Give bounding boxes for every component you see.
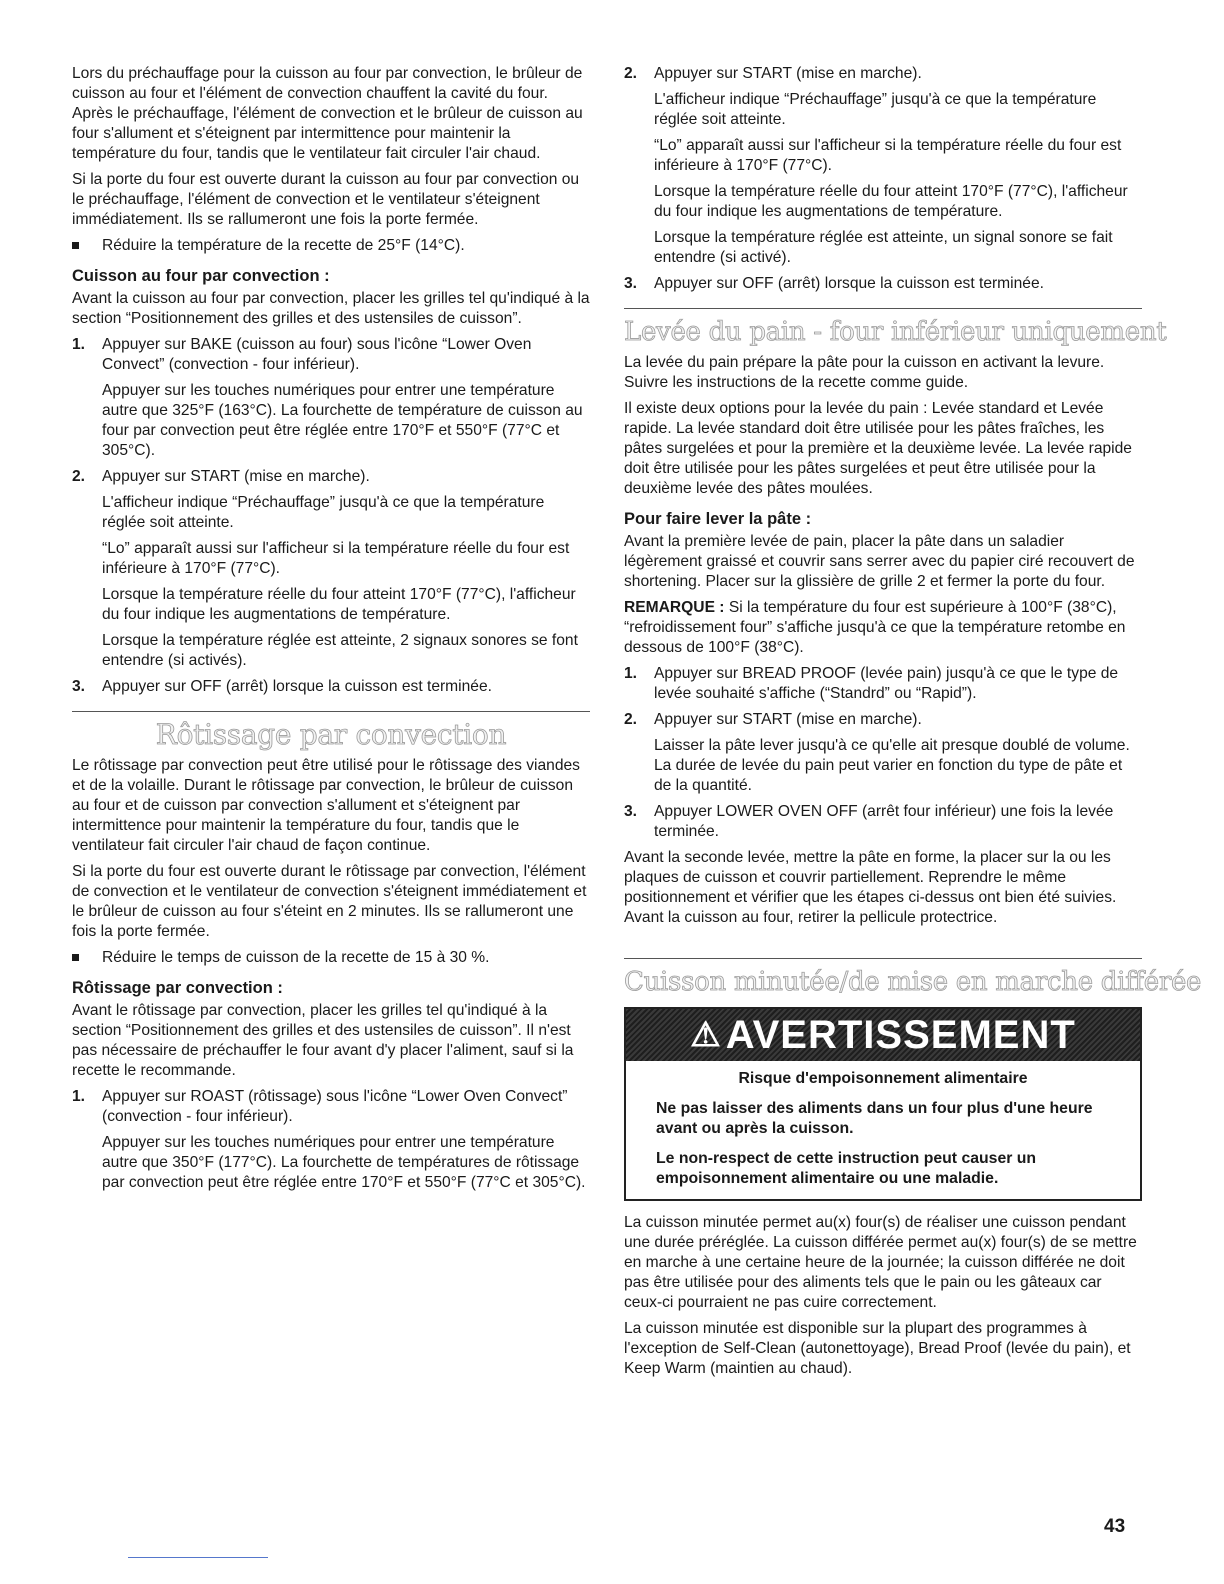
bullet-square-icon — [72, 954, 79, 961]
section-title-convect-roast: Rôtissage par convection — [155, 718, 507, 751]
remark: REMARQUE : Si la température du four est supérieure à 100°F (38°C), “refroidissement four” s'affiche jusqu'à ce que la température retombe en dessous de 100°F (38°C). — [624, 599, 1126, 656]
step-1: 1. Appuyer sur BAKE (cuisson au four) sous l'icône “Lower Oven Convect” (convection - four inférieur). — [72, 336, 532, 373]
remark-label: REMARQUE : — [624, 599, 725, 616]
bread-options-paragraph: Il existe deux options pour la levée du pain : Levée standard et Levée rapide. La levée standard doit être utilisée pour les pâtes fraîches, les pâtes surgelées et pour la première et la deuxième levée. La levée rapide doit être utilisée pour les pâtes surgelées et peut être utilisée pour la deuxième levée des pâtes moulées. — [624, 400, 1132, 497]
section-divider — [72, 711, 590, 712]
step-2-detail: Lorsque la température réglée est atteinte, 2 signaux sonores se font entendre (si activés). — [102, 632, 578, 669]
roast-paragraph: Le rôtissage par convection peut être utilisé pour le rôtissage des viandes et de la volaille. Durant le rôtissage par convection, le brûleur de cuisson au four et de cuisson par convection s'allument et s'éteignent par intermittence pour maintenir la température du four, tandis que le ventilateur fait circuler l'air chaud de façon continue. — [72, 757, 580, 854]
convect-bake-intro: Avant la cuisson au four par convection, placer les grilles tel qu'indiqué à la section “Positionnement des grilles et des ustensiles de cuisson”. — [72, 290, 590, 327]
step-2-detail: “Lo” apparaît aussi sur l'afficheur si la température réelle du four est inférieure à 170°F (77°C). — [102, 540, 570, 577]
proof-step-2-detail: Laisser la pâte lever jusqu'à ce qu'elle ait presque doublé de volume. La durée de levée du pain peut varier en fonction du type de pâte et de la quantité. — [654, 737, 1130, 794]
bread-paragraph: La levée du pain prépare la pâte pour la cuisson en activant la levure. Suivre les instructions de la recette comme guide. — [624, 354, 1105, 391]
warning-triangle-icon: ⚠ — [690, 1016, 722, 1054]
step-3: 3. Appuyer sur OFF (arrêt) lorsque la cuisson est terminée. — [624, 275, 1044, 292]
bullet-square-icon — [72, 242, 79, 249]
bullet-item: Réduire la température de la recette de 25°F (14°C). — [72, 236, 590, 256]
section-title-timed-cook: Cuisson minutée/de mise en marche différée — [624, 967, 1202, 997]
roast-door-paragraph: Si la porte du four est ouverte durant le rôtissage par convection, l'élément de convection et le ventilateur de convection s'éteignent immédiatement et le brûleur de cuisson au four s'éteint en 2 minutes. Ils se rallumeront une fois la porte fermée. — [72, 863, 587, 940]
step-2: 2. Appuyer sur START (mise en marche). — [72, 468, 370, 485]
warning-box — [624, 1007, 1142, 1201]
roast-step-1-detail: Appuyer sur les touches numériques pour entrer une température autre que 350°F (177°C). La fourchette de températures de rôtissage par convection peut être réglée entre 170°F et 550°F (77°C et 305°C). — [102, 1134, 586, 1191]
step-2-detail: “Lo” apparaît aussi sur l'afficheur si la température réelle du four est inférieure à 170°F (77°C). — [654, 137, 1122, 174]
warning-instruction: Ne pas laisser des aliments dans un four plus d'une heure avant ou après la cuisson. — [656, 1100, 1093, 1137]
warning-body — [626, 1061, 1140, 1199]
section-divider — [624, 958, 1142, 959]
proof-step-2: 2. Appuyer sur START (mise en marche). — [624, 711, 922, 728]
bullet-item: Réduire le temps de cuisson de la recette de 15 à 30 %. — [72, 948, 590, 968]
section-divider — [624, 308, 1142, 309]
convect-roast-intro: Avant le rôtissage par convection, placer les grilles tel qu'indiqué à la section “Positionnement des grilles et des ustensiles de cuisson”. Il n'est pas nécessaire de préchauffer le four avant d'y placer l'aliment, sauf si la recette le recommande. — [72, 1002, 574, 1079]
step-2: 2. Appuyer sur START (mise en marche). — [624, 65, 922, 82]
step-2-detail: Lorsque la température réglée est atteinte, un signal sonore se fait entendre (si activé). — [654, 229, 1113, 266]
intro-paragraph: Lors du préchauffage pour la cuisson au four par convection, le brûleur de cuisson au four et l'élément de convection chauffent la cavité du four. Après le préchauffage, l'élément de convection et le brûleur de cuisson au four s'allument et s'éteignent par intermittence pour maintenir la température du four, tandis que le ventilateur fait circuler l'air chaud. — [72, 65, 583, 162]
warning-header: ⚠ AVERTISSEMENT — [626, 1009, 1140, 1061]
subheading-convect-bake: Cuisson au four par convection : — [72, 267, 330, 285]
timed-paragraph: La cuisson minutée permet au(x) four(s) de réaliser une cuisson pendant une durée préréglée. La cuisson différée permet au(x) four(s) de se mettre en marche à une certaine heure de la journée; la cuisson différée ne doit pas être utilisée pour des aliments tels que le pain ou les gâteaux car ceux-ci pourraient ne pas cuire correctement. — [624, 1214, 1137, 1311]
section-title-bread-proof: Levée du pain - four inférieur uniquement — [624, 317, 1167, 347]
step-2-detail: Lorsque la température réelle du four atteint 170°F (77°C), l'afficheur du four indique les augmentations de température. — [102, 586, 576, 623]
right-column — [624, 64, 1202, 1385]
step-3: 3. Appuyer sur OFF (arrêt) lorsque la cuisson est terminée. — [72, 678, 492, 695]
page-number: 43 — [1104, 1516, 1126, 1537]
door-open-paragraph: Si la porte du four est ouverte durant la cuisson au four par convection ou le préchauffage, l'élément de convection et le ventilateur s'éteignent immédiatement. Ils se rallumeront une fois la porte fermée. — [72, 171, 580, 228]
warning-consequence: Le non-respect de cette instruction peut causer un empoisonnement alimentaire ou une maladie. — [656, 1150, 1037, 1187]
warning-title: Risque d'empoisonnement alimentaire — [738, 1070, 1028, 1087]
proof-intro: Avant la première levée de pain, placer la pâte dans un saladier légèrement graissé et couvrir sans serrer avec du papier ciré recouvert de shortening. Placer sur la glissière de grille 2 et fermer la porte du four. — [624, 533, 1135, 590]
left-column — [72, 64, 590, 1199]
step-2-detail: L'afficheur indique “Préchauffage” jusqu'à ce que la température réglée soit atteinte. — [654, 91, 1097, 128]
subheading-convect-roast: Rôtissage par convection : — [72, 979, 283, 997]
proof-step-1: 1. Appuyer sur BREAD PROOF (levée pain) jusqu'à ce que le type de levée souhaité s'affiche (“Standrd” ou “Rapid”). — [624, 665, 1119, 702]
subheading-proof-dough: Pour faire lever la pâte : — [624, 510, 812, 528]
second-proof-paragraph: Avant la seconde levée, mettre la pâte en forme, la placer sur la ou les plaques de cuisson et couvrir partiellement. Reprendre le même positionnement et vérifier que les étapes ci-dessus ont bien été suivies. Avant la cuisson au four, retirer la pellicule protectrice. — [624, 849, 1117, 926]
footer-line — [128, 1557, 268, 1558]
step-2-detail: Lorsque la température réelle du four atteint 170°F (77°C), l'afficheur du four indique les augmentations de température. — [654, 183, 1128, 220]
proof-step-3: 3. Appuyer LOWER OVEN OFF (arrêt four inférieur) une fois la levée terminée. — [624, 803, 1114, 840]
timed-availability-paragraph: La cuisson minutée est disponible sur la plupart des programmes à l'exception de Self-Clean (autonettoyage), Bread Proof (levée du pain), et Keep Warm (maintien au chaud). — [624, 1320, 1131, 1377]
step-2-detail: L'afficheur indique “Préchauffage” jusqu'à ce que la température réglée soit atteinte. — [102, 494, 545, 531]
roast-step-1: 1. Appuyer sur ROAST (rôtissage) sous l'icône “Lower Oven Convect” (convection - four inférieur). — [72, 1088, 568, 1125]
step-1-detail: Appuyer sur les touches numériques pour entrer une température autre que 325°F (163°C). La fourchette de température de cuisson au four par convection peut être réglée entre 170°F et 550°F (77°C et 305°C). — [102, 382, 583, 459]
